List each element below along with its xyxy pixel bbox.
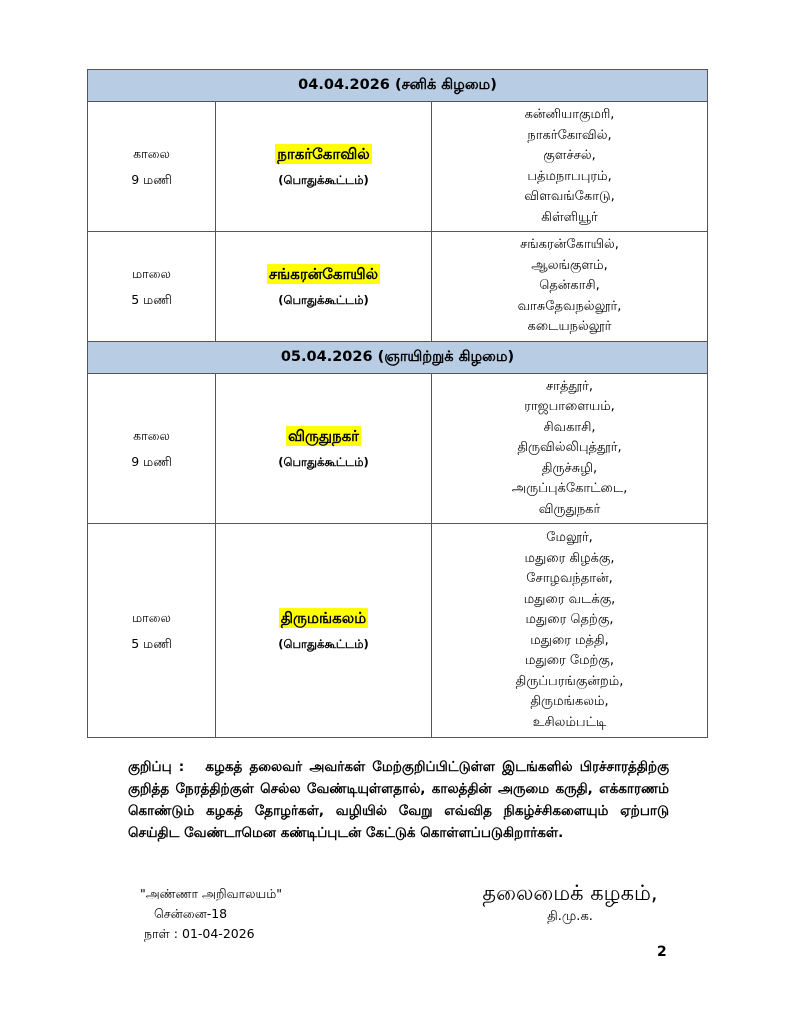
places-cell [432, 524, 708, 738]
venue-cell [216, 102, 432, 232]
venue-cell [216, 232, 432, 342]
event-row [88, 524, 708, 738]
place-item: கிள்ளியூர் [541, 209, 598, 225]
place-item: விளவங்கோடு, [524, 189, 615, 204]
venue-name: சங்கரன்கோயில் [268, 265, 379, 283]
place-item: திருப்பரங்குன்றம், [515, 673, 624, 689]
venue-type: (பொதுக்கூட்டம்) [278, 455, 369, 469]
day-header: 04.04.2026 (சனிக் கிழமை) [88, 70, 708, 102]
date-line: நாள் : 01-04-2026 [144, 926, 255, 941]
time-label: மாலை [132, 265, 171, 281]
place-item: கடையநல்லூர் [527, 319, 612, 335]
place-item: தென்காசி, [539, 278, 600, 294]
schedule-table [87, 69, 708, 738]
event-row [88, 102, 708, 232]
org-title: தலைமைக் கழகம், [482, 881, 658, 905]
places-cell [432, 102, 708, 232]
place-item: பத்மநாபபுரம், [527, 168, 612, 184]
page-number: 2 [657, 944, 667, 960]
time-hour: 9 மணி [131, 171, 172, 187]
venue-type: (பொதுக்கூட்டம்) [278, 293, 369, 307]
address-line-2: சென்னை-18 [154, 906, 228, 921]
place-item: மதுரை தெற்கு, [525, 612, 614, 627]
place-item: மதுரை கிழக்கு, [524, 550, 615, 566]
time-cell [88, 524, 216, 738]
place-item: திருச்சுழி, [541, 460, 598, 476]
place-item: நாகர்கோவில், [527, 127, 612, 143]
day-header: 05.04.2026 (ஞாயிற்றுக் கிழமை) [88, 342, 708, 374]
place-item: விருதுநகர் [538, 501, 601, 517]
venue-name: விருதுநகர் [287, 427, 360, 445]
venue-type: (பொதுக்கூட்டம்) [278, 637, 369, 651]
address-block [140, 884, 282, 944]
place-item: சோழவந்தான், [526, 571, 613, 586]
venue-cell [216, 374, 432, 524]
address-line-1: "அண்ணா அறிவாலயம்" [140, 886, 282, 901]
time-cell [88, 102, 216, 232]
place-item: மேலூர், [546, 530, 593, 545]
day-header-row [88, 70, 708, 102]
day-header-row [88, 342, 708, 374]
event-row [88, 232, 708, 342]
place-item: சங்கரன்கோயில், [520, 237, 619, 253]
signature-block [460, 878, 680, 926]
place-item: ராஜபாளையம், [524, 399, 615, 415]
place-item: கன்னியாகுமரி, [524, 107, 615, 122]
place-item: மதுரை வடக்கு, [523, 591, 616, 607]
time-label: காலை [133, 145, 170, 161]
note-text: கழகத் தலைவர் அவர்கள் மேற்குறிப்பிட்டுள்ள இடங்களில் பிரச்சாரத்திற்கு குறித்த நேரத்திற்குள் செல்ல வேண்டியுள்ளதால், காலத்தின் அருமை கருதி, எக்காரணம் கொண்டும் கழகத் தோழர்கள், வழியில் வேறு எவ்வித நிகழ்ச்சிகளையும் ஏற்பாடு செய்திட வேண்டாமென கண்டிப்புடன் கேட்டுக் கொள்ளப்படுகிறார்கள். [128, 759, 669, 841]
time-cell [88, 374, 216, 524]
time-label: காலை [133, 427, 170, 443]
time-hour: 9 மணி [131, 453, 172, 469]
venue-name: நாகர்கோவில் [277, 145, 370, 163]
place-item: மதுரை மத்தி, [530, 632, 609, 648]
time-hour: 5 மணி [131, 291, 172, 307]
venue-cell [216, 524, 432, 738]
places-cell [432, 232, 708, 342]
place-item: குளச்சல், [543, 148, 596, 163]
place-item: சிவகாசி, [543, 419, 596, 435]
place-item: ஆலங்குளம், [531, 257, 608, 273]
org-subtitle: தி.மு.க. [547, 909, 593, 924]
event-row [88, 374, 708, 524]
time-cell [88, 232, 216, 342]
place-item: சாத்தூர், [545, 378, 594, 394]
place-item: திருவில்லிபுத்தூர், [517, 440, 622, 456]
place-item: அருப்புக்கோட்டை, [511, 481, 628, 497]
time-label: மாலை [132, 609, 171, 625]
place-item: மதுரை மேற்கு, [524, 653, 615, 668]
time-hour: 5 மணி [131, 635, 172, 651]
place-item: உசிலம்பட்டி [532, 714, 607, 730]
place-item: வாசுதேவநல்லூர், [517, 298, 622, 314]
place-item: திருமங்கலம், [530, 694, 609, 709]
note-label: குறிப்பு : [128, 759, 185, 775]
venue-type: (பொதுக்கூட்டம்) [278, 173, 369, 187]
venue-name: திருமங்கலம் [280, 609, 367, 627]
places-cell [432, 374, 708, 524]
note-paragraph [128, 756, 669, 844]
